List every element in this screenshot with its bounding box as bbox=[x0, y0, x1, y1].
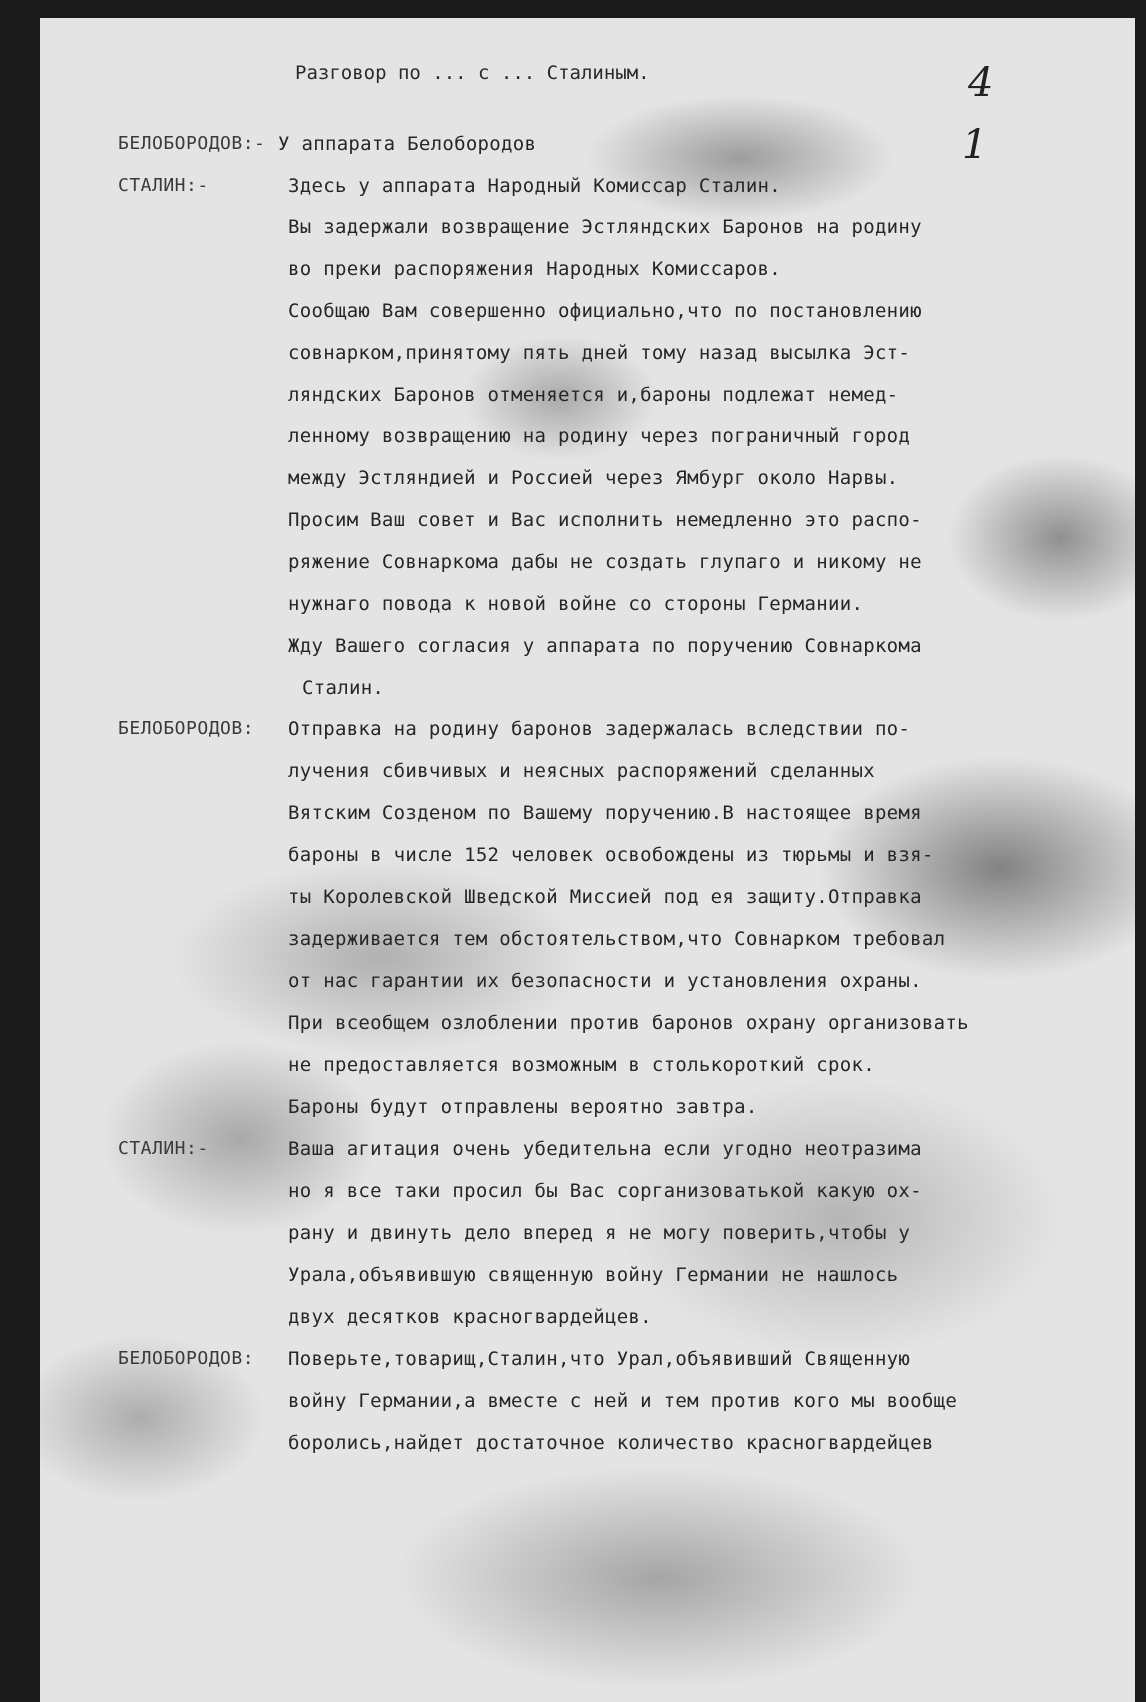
text-line: не предоставляется возможным в столькороткий срок. bbox=[288, 1054, 875, 1076]
speaker-label: СТАЛИН:- bbox=[118, 1138, 209, 1159]
text-line: боролись,найдет достаточное количество красногвардейцев bbox=[288, 1432, 934, 1454]
text-line: во преки распоряжения Народных Комиссаров. bbox=[288, 258, 782, 280]
speaker-label: БЕЛОБОРОДОВ: bbox=[118, 1348, 255, 1369]
text-line: ряжение Совнаркома дабы не создать глупаго и никому не bbox=[288, 551, 922, 573]
text-line: нужнаго повода к новой войне со стороны Германии. bbox=[288, 593, 864, 615]
text-line: бароны в числе 152 человек освобождены из тюрьмы и взя- bbox=[288, 844, 934, 866]
document-header: Разговор по ... с ... Сталиным. bbox=[295, 62, 650, 84]
handwritten-page-number: 4 bbox=[968, 60, 994, 106]
signature-line: Сталин. bbox=[302, 677, 385, 699]
text-line: ленному возвращению на родину через пограничный город bbox=[288, 425, 911, 447]
text-line: двух десятков красногвардейцев. bbox=[288, 1306, 652, 1328]
text-line: совнарком,принятому пять дней тому назад высылка Эст- bbox=[288, 342, 911, 364]
text-line: Отправка на родину баронов задержалась вследствии по- bbox=[288, 718, 911, 740]
text-line: Урала,объявившую священную войну Германии не нашлось bbox=[288, 1264, 899, 1286]
text-line: войну Германии,а вместе с ней и тем против кого мы вообще bbox=[288, 1390, 958, 1412]
text-line: Вятским Созденом по Вашему поручению.В настоящее время bbox=[288, 802, 922, 824]
text-line: ляндских Баронов отменяется и,бароны подлежат немед- bbox=[288, 384, 899, 406]
text-line: Просим Ваш совет и Вас исполнить немедленно это распо- bbox=[288, 509, 922, 531]
speaker-label: БЕЛОБОРОДОВ: bbox=[118, 718, 255, 739]
text-line: При всеобщем озлоблении против баронов охрану организовать bbox=[288, 1012, 969, 1034]
text-line: Жду Вашего согласия у аппарата по поручению Совнаркома bbox=[288, 635, 922, 657]
text-line: лучения сбивчивых и неясных распоряжений сделанных bbox=[288, 760, 875, 782]
speaker-label: СТАЛИН:- bbox=[118, 175, 209, 196]
text-line: Поверьте,товарищ,Сталин,что Урал,объявивший Священную bbox=[288, 1348, 911, 1370]
speaker-label: БЕЛОБОРОДОВ:- bbox=[118, 133, 266, 154]
text-line: У аппарата Белобородов bbox=[278, 133, 537, 155]
text-line: Бароны будут отправлены вероятно завтра. bbox=[288, 1096, 758, 1118]
text-line: Сообщаю Вам совершенно официально,что по постановлению bbox=[288, 300, 922, 322]
text-line: задерживается тем обстоятельством,что Совнарком требовал bbox=[288, 928, 946, 950]
text-line: Ваша агитация очень убедительна если угодно неотразима bbox=[288, 1138, 922, 1160]
text-line: рану и двинуть дело вперед я не могу поверить,чтобы у bbox=[288, 1222, 911, 1244]
handwritten-sheet-number: 1 bbox=[962, 122, 988, 168]
text-line: между Эстляндией и Россией через Ямбург около Нарвы. bbox=[288, 467, 899, 489]
text-line: Вы задержали возвращение Эстляндских Баронов на родину bbox=[288, 216, 922, 238]
document-page bbox=[40, 18, 1135, 1702]
text-line: но я все таки просил бы Вас сорганизоватькой какую ох- bbox=[288, 1180, 922, 1202]
text-line: ты Королевской Шведской Миссией под ея защиту.Отправка bbox=[288, 886, 922, 908]
text-line: Здесь у аппарата Народный Комиссар Сталин. bbox=[288, 175, 782, 197]
text-line: от нас гарантии их безопасности и установления охраны. bbox=[288, 970, 922, 992]
